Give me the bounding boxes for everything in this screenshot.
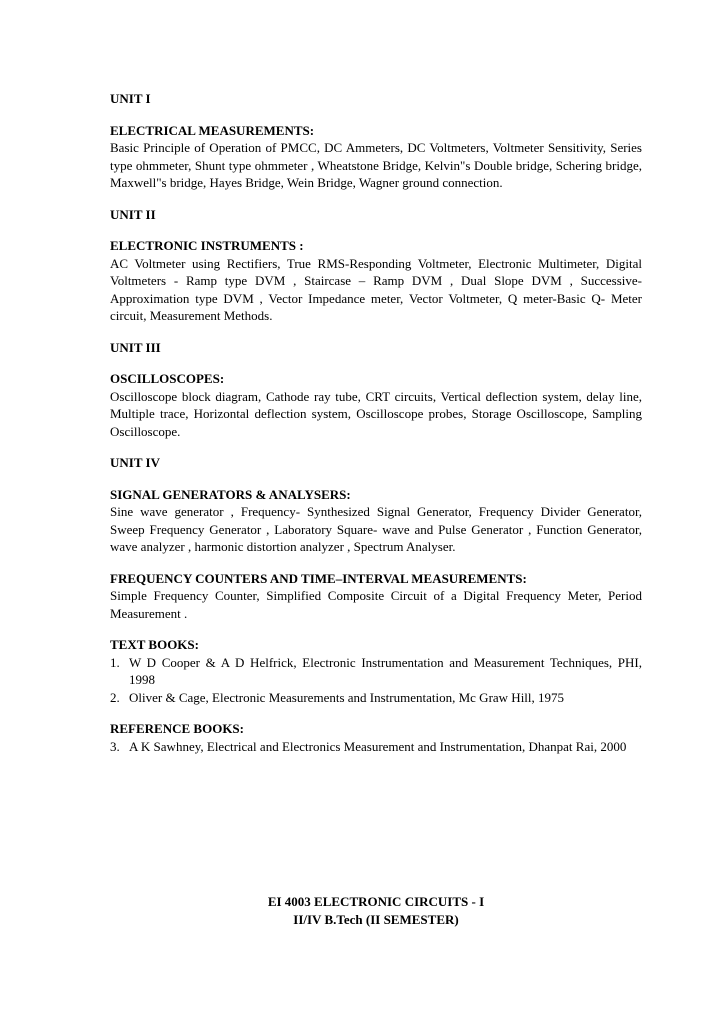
section-text: Basic Principle of Operation of PMCC, DC Ammeters, DC Voltmeters, Voltmeter Sensitivity, Series type ohmmeter, Shunt type ohmmeter , Wheatstone Bridge, Kelvin"s Double bridge, Schering bridge, Maxwell"s bridge, Hayes Bridge, Wein Bridge, Wagner ground connection. (110, 140, 642, 190)
unit-label: UNIT II (110, 206, 156, 222)
unit-label: UNIT IV (110, 455, 160, 470)
course-title: EI 4003 ELECTRONIC CIRCUITS - I (267, 894, 485, 909)
section-heading: TEXT BOOKS: (110, 637, 199, 652)
page-footer (110, 893, 642, 928)
section-heading: FREQUENCY COUNTERS AND TIME–INTERVAL MEASUREMENTS: (110, 570, 527, 586)
section-text: Oscilloscope block diagram, Cathode ray tube, CRT circuits, Vertical deflection system, delay line, Multiple trace, Horizontal deflection system, Oscilloscope probes, Storage Oscilloscope, Sampling Oscilloscope. (110, 388, 642, 439)
list-text: A K Sawhney, Electrical and Electronics Measurement and Instrumentation, Dhanpat Rai, 2000 (129, 738, 627, 754)
list-text: Oliver & Cage, Electronic Measurements and Instrumentation, Mc Graw Hill, 1975 (129, 689, 565, 705)
list-text: W D Cooper & A D Helfrick, Electronic Instrumentation and Measurement Techniques, PHI, 1998 (129, 654, 642, 687)
list-item (110, 738, 642, 756)
list-item (110, 654, 642, 689)
list-number: 3. (110, 738, 120, 754)
section-heading: SIGNAL GENERATORS & ANALYSERS: (110, 486, 351, 502)
reference-books-section (110, 720, 642, 755)
section-text: Sine wave generator , Frequency- Synthesized Signal Generator, Frequency Divider Generator, Sweep Frequency Generator , Laboratory Square- wave and Pulse Generator , Function Generator, wave analyzer , harmonic distortion analyzer , Spectrum Analyser. (110, 504, 642, 554)
section-text: Simple Frequency Counter, Simplified Composite Circuit of a Digital Frequency Meter, Period Measurement . (110, 588, 642, 621)
unit-4-block (110, 454, 642, 556)
syllabus-page (110, 90, 642, 755)
unit-2-block (110, 206, 642, 325)
section-heading: REFERENCE BOOKS: (110, 721, 244, 736)
unit-1-block (110, 90, 642, 192)
list-number: 2. (110, 689, 120, 705)
course-semester: II/IV B.Tech (II SEMESTER) (293, 911, 459, 927)
text-books-section (110, 636, 642, 706)
unit-label: UNIT I (110, 91, 151, 106)
section-text: AC Voltmeter using Rectifiers, True RMS-Responding Voltmeter, Electronic Multimeter, Digital Voltmeters - Ramp type DVM , Staircase – Ramp DVM , Dual Slope DVM , Successive-Approximation type DVM , Vector Impedance meter, Vector Voltmeter, Q meter-Basic Q- Meter circuit, Measurement Methods. (110, 255, 642, 323)
reference-books-list (110, 738, 642, 756)
section-heading: ELECTRICAL MEASUREMENTS: (110, 122, 315, 138)
frequency-section (110, 570, 642, 623)
unit-label: UNIT III (110, 339, 161, 355)
section-heading: ELECTRONIC INSTRUMENTS : (110, 238, 304, 253)
list-number: 1. (110, 654, 120, 670)
list-item (110, 689, 642, 707)
text-books-list (110, 654, 642, 707)
section-heading: OSCILLOSCOPES: (110, 371, 225, 386)
unit-3-block (110, 339, 642, 441)
